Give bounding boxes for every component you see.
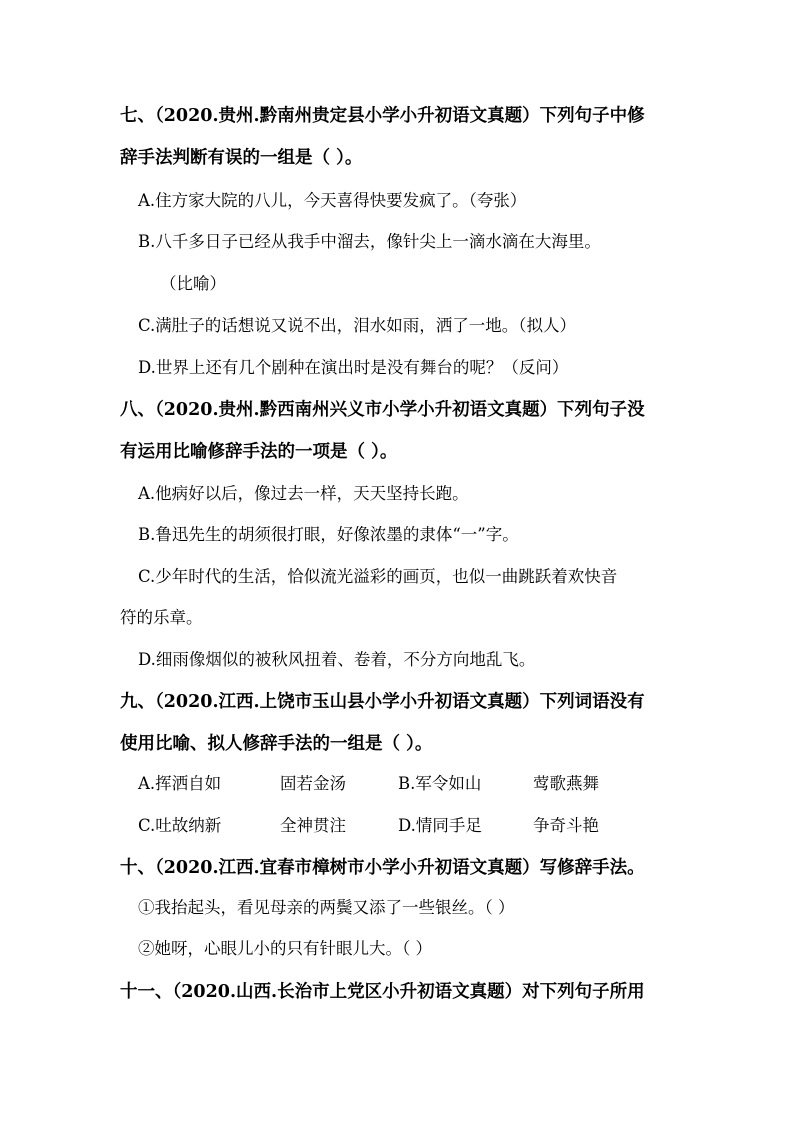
question-8-option-b: B.鲁迅先生的胡须很打眼，好像浓墨的隶体“一”字。 [138,525,519,544]
question-9-title-line-1: 九、（2020.江西.上饶市玉山县小学小升初语文真题）下列词语没有 [120,692,645,712]
question-9-option-row-1 [0,776,794,796]
question-10-title: 十、（2020.江西.宜春市樟树市小学小升初语文真题）写修辞手法。 [120,858,645,878]
question-9-title-line-2: 使用比喻、拟人修辞手法的一组是（ ）。 [120,734,433,754]
question-9-option-a: A.挥洒自如 [138,774,222,793]
question-10-item-1: ①我抬起头，看见母亲的两鬓又添了一些银丝。（ ） [138,898,515,917]
question-10-item-2: ②她呀，心眼儿小的只有针眼儿大。（ ） [138,939,432,958]
question-11-title: 十一、（2020.山西.长治市上党区小升初语文真题）对下列句子所用 [120,982,645,1002]
question-7-option-c: C.满肚子的话想说又说不出，泪水如雨，洒了一地。（拟人） [138,316,577,335]
question-8-option-a: A.他病好以后，像过去一样，天天坚持长跑。 [138,484,469,503]
question-7-title-line-2: 辞手法判断有误的一组是（ ）。 [120,148,363,168]
question-9-option-row-2 [0,818,794,838]
question-8-option-c: C.少年时代的生活，恰似流光溢彩的画页，也似一曲跳跃着欢快音 [138,567,618,586]
question-9-option-c-pair: 全神贯注 [280,816,346,835]
question-7-option-b: B.八千多日子已经从我手中溜去，像针尖上一滴水滴在大海里。 [138,232,601,251]
question-9-option-d: D.情同手足 [398,816,482,835]
question-8-title-line-2: 有运用比喻修辞手法的一项是（ ）。 [120,442,398,462]
question-7-title-line-1: 七、（2020.贵州.黔南州贵定县小学小升初语文真题）下列句子中修 [120,106,645,126]
question-8-option-d: D.细雨像烟似的被秋风扭着、卷着，不分方向地乱飞。 [138,650,536,669]
question-8-title-line-1: 八、（2020.贵州.黔西南州兴义市小学小升初语文真题）下列句子没 [120,400,645,420]
question-9-option-a-pair: 固若金汤 [280,774,346,793]
question-9-option-b-pair: 莺歌燕舞 [533,774,599,793]
question-7-option-d: D.世界上还有几个剧种在演出时是没有舞台的呢？（反问） [138,358,569,377]
question-9-option-c: C.吐故纳新 [138,816,222,835]
question-9-option-d-pair: 争奇斗艳 [533,816,599,835]
question-7-option-b-cont: （比喻） [160,274,226,293]
question-9-option-b: B.军令如山 [398,774,482,793]
question-8-option-c-cont: 符的乐章。 [120,608,203,627]
question-7-option-a: A.住方家大院的八儿，今天喜得快要发疯了。（夸张） [138,191,527,210]
